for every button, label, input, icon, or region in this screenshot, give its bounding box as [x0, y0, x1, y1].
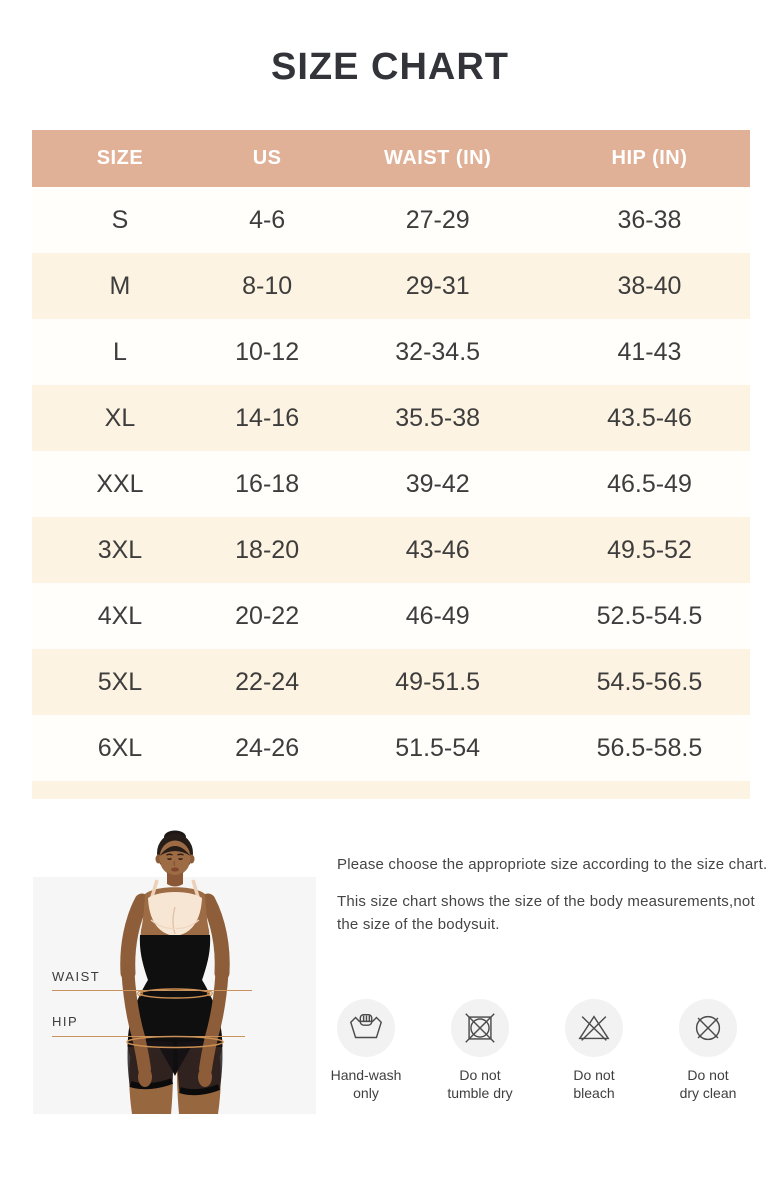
table-row	[32, 517, 750, 583]
hand-wash-icon	[347, 1009, 385, 1047]
table-row	[32, 451, 750, 517]
do-not-bleach-icon	[575, 1009, 613, 1047]
cell-waist: 51.5-54	[395, 733, 481, 762]
sizing-notes	[337, 853, 769, 950]
table-header-row	[32, 130, 750, 187]
cell-hip: 38-40	[617, 271, 682, 300]
cell-waist: 43-46	[405, 535, 470, 564]
cell-size: L	[113, 337, 127, 366]
cell-hip: 46.5-49	[607, 469, 692, 498]
cell-waist: 27-29	[405, 205, 470, 234]
cell-hip: 52.5-54.5	[596, 601, 703, 630]
cell-hip: 54.5-56.5	[596, 667, 703, 696]
cell-waist: 46-49	[405, 601, 470, 630]
care-item-no-bleach	[540, 999, 648, 1102]
cell-us: 20-22	[235, 601, 300, 630]
cell-waist: 32-34.5	[395, 337, 481, 366]
cell-waist: 35.5-38	[395, 403, 481, 432]
care-icon-circle	[565, 999, 623, 1057]
care-item-hand-wash	[312, 999, 420, 1102]
table-row	[32, 187, 750, 253]
waist-measure-line	[52, 990, 252, 991]
column-header-size: SIZE	[96, 147, 144, 169]
cell-size: XL	[104, 403, 136, 432]
care-instructions	[312, 999, 762, 1102]
cell-hip: 36-38	[617, 205, 682, 234]
cell-us: 18-20	[235, 535, 300, 564]
care-icon-circle	[337, 999, 395, 1057]
cell-waist: 39-42	[405, 469, 470, 498]
cell-size: 5XL	[97, 667, 143, 696]
do-not-dry-clean-icon	[689, 1009, 727, 1047]
table-footer-strip	[32, 781, 750, 799]
cell-waist: 49-51.5	[395, 667, 481, 696]
column-header-us: US	[252, 147, 282, 169]
care-icon-circle	[451, 999, 509, 1057]
hip-measure-line	[52, 1036, 245, 1037]
cell-hip: 56.5-58.5	[596, 733, 703, 762]
cell-waist: 29-31	[405, 271, 470, 300]
care-label: Do not bleach	[573, 1067, 615, 1101]
cell-us: 16-18	[235, 469, 300, 498]
note-body-measurements: This size chart shows the size of the body measurements,not the size of the bodysuit.	[337, 893, 755, 933]
cell-us: 8-10	[242, 271, 293, 300]
cell-us: 22-24	[235, 667, 300, 696]
cell-us: 10-12	[235, 337, 300, 366]
care-label: Do not dry clean	[679, 1067, 737, 1101]
column-header-waist: WAIST (IN)	[384, 147, 492, 169]
note-choose-size: Please choose the appropriote size according to the size chart.	[337, 856, 768, 873]
table-row	[32, 319, 750, 385]
model-photo	[95, 830, 255, 1114]
cell-us: 4-6	[249, 205, 286, 234]
care-icon-circle	[679, 999, 737, 1057]
cell-size: 3XL	[97, 535, 143, 564]
cell-size: M	[109, 271, 131, 300]
cell-size: 6XL	[97, 733, 143, 762]
cell-hip: 49.5-52	[607, 535, 692, 564]
do-not-tumble-dry-icon	[461, 1009, 499, 1047]
page-title: SIZE CHART	[271, 46, 509, 88]
cell-hip: 43.5-46	[607, 403, 692, 432]
column-header-hip: HIP (IN)	[611, 147, 688, 169]
table-row	[32, 715, 750, 781]
cell-size: S	[111, 205, 129, 234]
size-table	[32, 130, 750, 799]
table-row	[32, 649, 750, 715]
cell-us: 24-26	[235, 733, 300, 762]
hip-label: HIP	[52, 1014, 79, 1029]
table-row	[32, 253, 750, 319]
cell-hip: 41-43	[617, 337, 682, 366]
cell-size: XXL	[96, 469, 144, 498]
waist-label: WAIST	[52, 969, 101, 984]
care-item-no-tumble-dry	[426, 999, 534, 1102]
cell-us: 14-16	[235, 403, 300, 432]
care-label: Do not tumble dry	[447, 1067, 513, 1101]
care-item-no-dry-clean	[654, 999, 762, 1102]
care-label: Hand-wash only	[330, 1067, 402, 1101]
table-row	[32, 583, 750, 649]
table-row	[32, 385, 750, 451]
cell-size: 4XL	[97, 601, 143, 630]
